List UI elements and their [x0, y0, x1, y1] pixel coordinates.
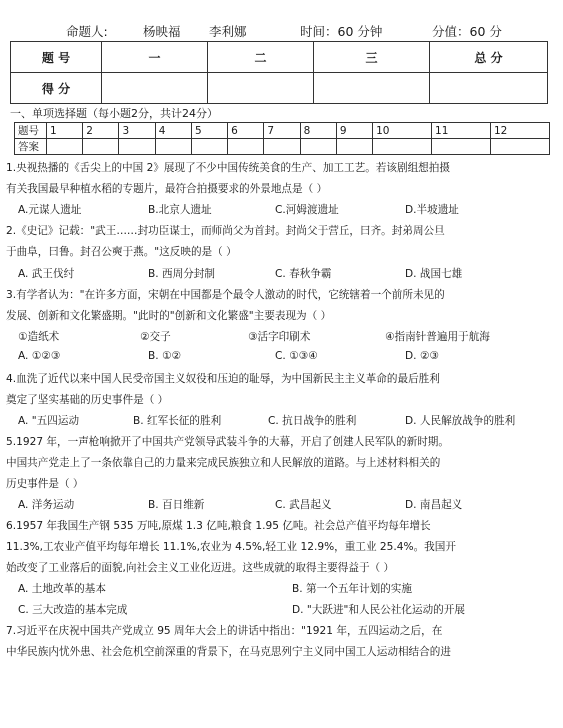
- answer-numbers-row: [15, 123, 550, 139]
- q1-option-b: B.北京人遗址: [148, 204, 212, 216]
- q2-option-c: C. 春秋争霸: [275, 268, 332, 280]
- score-table-row-label: 得 分: [11, 73, 102, 104]
- question-number: 9: [336, 123, 372, 139]
- question-number: 3: [119, 123, 155, 139]
- q5-text-line: 中国共产党走上了一条依靠自己的力量来完成民族独立和人民解放的道路。与上述材料相关的: [6, 457, 441, 469]
- answer-row: [15, 139, 550, 155]
- q3-item-2: ②交子: [140, 331, 171, 343]
- answer-cell[interactable]: [490, 139, 549, 155]
- author-1: 杨映福: [143, 24, 181, 39]
- q5-option-d: D. 南昌起义: [405, 499, 463, 511]
- answer-row-label: 答案: [15, 139, 47, 155]
- q1-option-d: D.半坡遗址: [405, 204, 459, 216]
- score-cell[interactable]: [314, 73, 430, 104]
- q4-option-d: D. 人民解放战争的胜利: [405, 415, 516, 427]
- question-number: 11: [432, 123, 491, 139]
- q3-text-line: 3.有学者认为："在许多方面，宋朝在中国都是个最令人激动的时代，它统辖着一个前所未见的: [6, 289, 445, 301]
- answer-cell[interactable]: [155, 139, 191, 155]
- q3-option-b: B. ①②: [148, 350, 181, 362]
- q5-option-c: C. 武昌起义: [275, 499, 332, 511]
- score-table-score-row: [11, 73, 548, 104]
- q2-option-b: B. 西周分封制: [148, 268, 215, 280]
- q3-option-a: A. ①②③: [18, 350, 61, 362]
- answer-cell[interactable]: [191, 139, 227, 155]
- score-table-header-cell: 题 号: [11, 42, 102, 73]
- section-title: 一、单项选择题（每小题2分，共计24分）: [10, 107, 218, 120]
- exam-time: 时间：60 分钟: [300, 24, 383, 39]
- answer-cell[interactable]: [47, 139, 83, 155]
- q4-option-c: C. 抗日战争的胜利: [268, 415, 357, 427]
- answer-table: [14, 122, 550, 155]
- q2-option-d: D. 战国七雄: [405, 268, 463, 280]
- answer-cell[interactable]: [228, 139, 264, 155]
- q6-option-b: B. 第一个五年计划的实施: [292, 583, 412, 595]
- q3-item-3: ③活字印刷术: [248, 331, 311, 343]
- q7-text-line: 中华民族内忧外患、社会危机空前深重的背景下，在马克思列宁主义同中国工人运动相结合的进: [6, 646, 451, 658]
- q3-option-c: C. ①③④: [275, 350, 318, 362]
- exam-score: 分值：60 分: [432, 24, 502, 39]
- q5-text-line: 5.1927 年，一声枪响掀开了中国共产党领导武装斗争的大幕，开启了创建人民军队的新时期。: [6, 436, 449, 448]
- q6-text-line: 始改变了工业落后的面貌,向社会主义工业化迈进。这些成就的取得主要得益于（ ）: [6, 562, 395, 574]
- q3-item-4: ④指南针普遍用于航海: [385, 331, 490, 343]
- score-table-header-cell: 三: [314, 42, 430, 73]
- question-number: 4: [155, 123, 191, 139]
- score-cell[interactable]: [102, 73, 208, 104]
- q6-text-line: 6.1957 年我国生产钢 535 万吨,原煤 1.3 亿吨,粮食 1.95 亿吨。社会总产值平均每年增长: [6, 520, 431, 532]
- score-table-header-cell: 二: [208, 42, 314, 73]
- author-label: 命题人:: [66, 24, 108, 39]
- question-number: 12: [490, 123, 549, 139]
- q1-option-a: A.元谋人遗址: [18, 204, 82, 216]
- q5-option-a: A. 洋务运动: [18, 499, 75, 511]
- answer-numbers-label: 题号: [15, 123, 47, 139]
- question-number: 7: [264, 123, 300, 139]
- q7-text-line: 7.习近平在庆祝中国共产党成立 95 周年大会上的讲话中指出："1921 年，五四运动之后，在: [6, 625, 443, 637]
- q1-text-line: 有关我国最早种植水稻的专题片，最符合拍摄要求的外景地点是（ ）: [6, 183, 328, 195]
- q6-option-c: C. 三大改造的基本完成: [18, 604, 128, 616]
- question-number: 1: [47, 123, 83, 139]
- q2-text-line: 于曲阜，曰鲁。封召公奭于燕。"这反映的是（ ）: [6, 246, 237, 258]
- q6-text-line: 11.3%,工农业产值平均每年增长 11.1%,农业为 4.5%,轻工业 12.9%，重工业 25.4%。我国开: [6, 541, 456, 553]
- score-table-header-cell: 总 分: [430, 42, 548, 73]
- q1-option-c: C.河姆渡遗址: [275, 204, 339, 216]
- answer-cell[interactable]: [336, 139, 372, 155]
- q3-item-1: ①造纸术: [18, 331, 60, 343]
- q6-option-a: A. 土地改革的基本: [18, 583, 106, 595]
- score-cell[interactable]: [208, 73, 314, 104]
- question-number: 10: [373, 123, 432, 139]
- q3-text-line: 发展、创新和文化繁盛期。"此时的"创新和文化繁盛"主要表现为（ ）: [6, 310, 332, 322]
- question-number: 5: [191, 123, 227, 139]
- score-table: [10, 41, 548, 104]
- q1-text-line: 1.央视热播的《舌尖上的中国 2》展现了不少中国传统美食的生产、加工工艺。若该剧组想拍摄: [6, 162, 450, 174]
- q4-text-line: 4.血洗了近代以来中国人民受帝国主义奴役和压迫的耻辱，为中国新民主主义革命的最后胜利: [6, 373, 440, 385]
- author-2: 李利娜: [209, 24, 247, 39]
- score-cell[interactable]: [430, 73, 548, 104]
- answer-cell[interactable]: [432, 139, 491, 155]
- question-number: 2: [83, 123, 119, 139]
- score-table-header-row: [11, 42, 548, 73]
- score-table-header-cell: 一: [102, 42, 208, 73]
- q5-option-b: B. 百日维新: [148, 499, 205, 511]
- question-number: 6: [228, 123, 264, 139]
- answer-cell[interactable]: [119, 139, 155, 155]
- q2-text-line: 2.《史记》记载："武王……封功臣谋士，而师尚父为首封。封尚父于营丘，曰齐。封弟周公旦: [6, 225, 445, 237]
- q6-option-d: D. "大跃进"和人民公社化运动的开展: [292, 604, 465, 616]
- answer-cell[interactable]: [373, 139, 432, 155]
- q4-option-b: B. 红军长征的胜利: [133, 415, 222, 427]
- answer-cell[interactable]: [264, 139, 300, 155]
- q4-text-line: 奠定了坚实基础的历史事件是（ ）: [6, 394, 169, 406]
- q2-option-a: A. 武王伐纣: [18, 268, 75, 280]
- q5-text-line: 历史事件是（ ）: [6, 478, 84, 490]
- answer-cell[interactable]: [83, 139, 119, 155]
- q3-option-d: D. ②③: [405, 350, 439, 362]
- answer-cell[interactable]: [300, 139, 336, 155]
- q4-option-a: A. "五四运动: [18, 415, 80, 427]
- question-number: 8: [300, 123, 336, 139]
